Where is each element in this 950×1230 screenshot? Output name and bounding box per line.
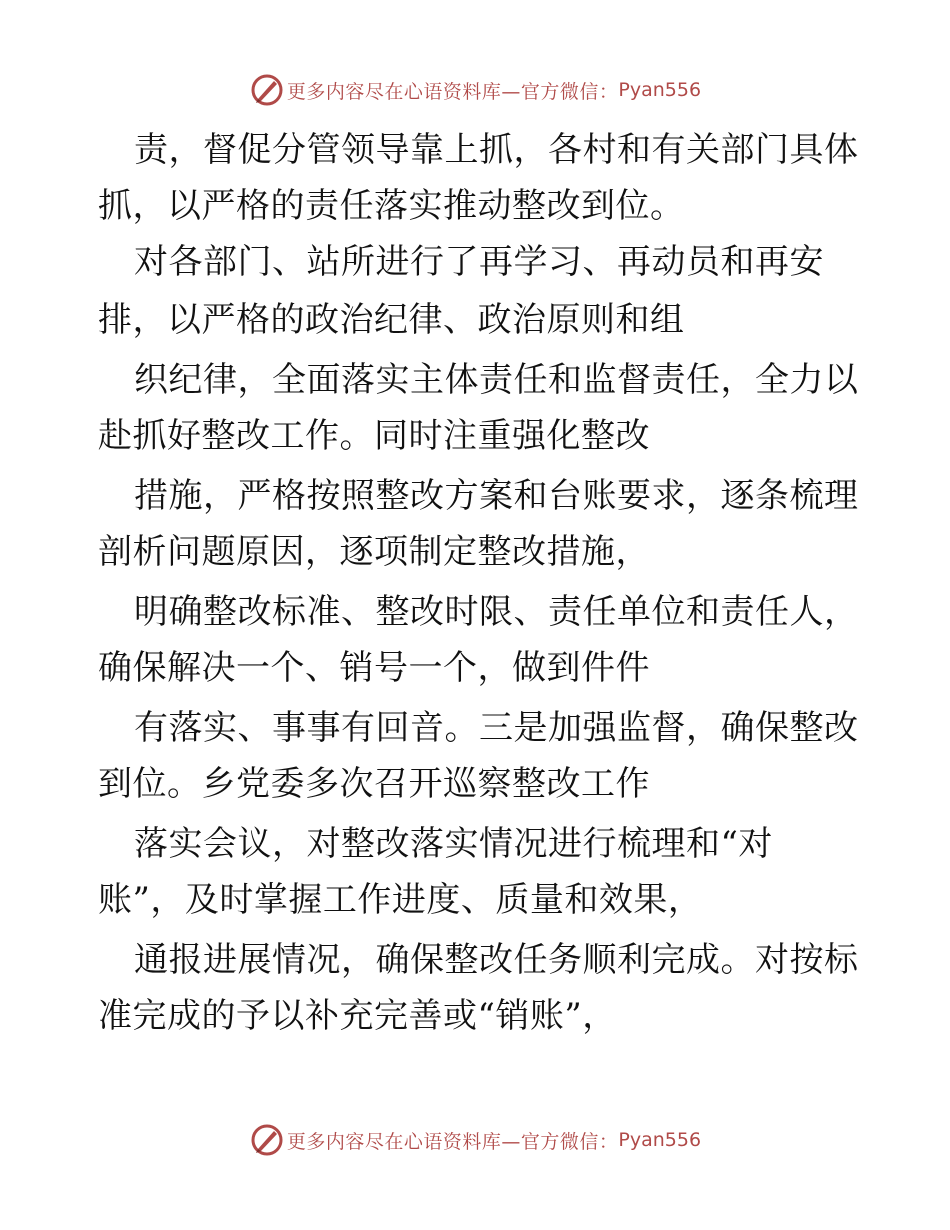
text-line: 措施，严格按照整改方案和台账要求，逐条梳理 [134, 476, 859, 516]
footer-banner [0, 1120, 950, 1160]
text-line: 准完成的予以补充完善或“销账”， [98, 996, 617, 1036]
text-line: 到位。乡党委多次召开巡察整改工作 [98, 764, 650, 804]
text-line: 对各部门、站所进行了再学习、再动员和再安 [134, 242, 824, 282]
header-banner-text: 更多内容尽在心语资料库—官方微信： [286, 80, 619, 103]
header-wechat-id: Pyan556 [618, 79, 702, 101]
text-line: 抓，以严格的责任落实推动整改到位。 [98, 186, 685, 226]
text-line: 剖析问题原因，逐项制定整改措施， [98, 532, 650, 572]
text-line: 确保解决一个、销号一个，做到件件 [98, 648, 650, 688]
text-line: 账”，及时掌握工作进度、质量和效果， [98, 880, 703, 920]
text-line: 通报进展情况，确保整改任务顺利完成。对按标 [134, 940, 859, 980]
pen-logo-icon [249, 1122, 285, 1158]
footer-wechat-id: Pyan556 [618, 1129, 702, 1151]
text-line: 赴抓好整改工作。同时注重强化整改 [98, 416, 650, 456]
text-line: 落实会议，对整改落实情况进行梳理和“对 [134, 824, 773, 864]
text-line: 织纪律，全面落实主体责任和监督责任，全力以 [134, 360, 859, 400]
footer-banner-text: 更多内容尽在心语资料库—官方微信： [286, 1130, 619, 1153]
text-line: 排，以严格的政治纪律、政治原则和组 [98, 300, 685, 340]
text-line: 明确整改标准、整改时限、责任单位和责任人， [134, 592, 859, 632]
text-line: 责，督促分管领导靠上抓，各村和有关部门具体 [134, 130, 859, 170]
text-line: 有落实、事事有回音。三是加强监督，确保整改 [134, 708, 859, 748]
pen-logo-icon [249, 72, 285, 108]
header-banner [0, 70, 950, 110]
